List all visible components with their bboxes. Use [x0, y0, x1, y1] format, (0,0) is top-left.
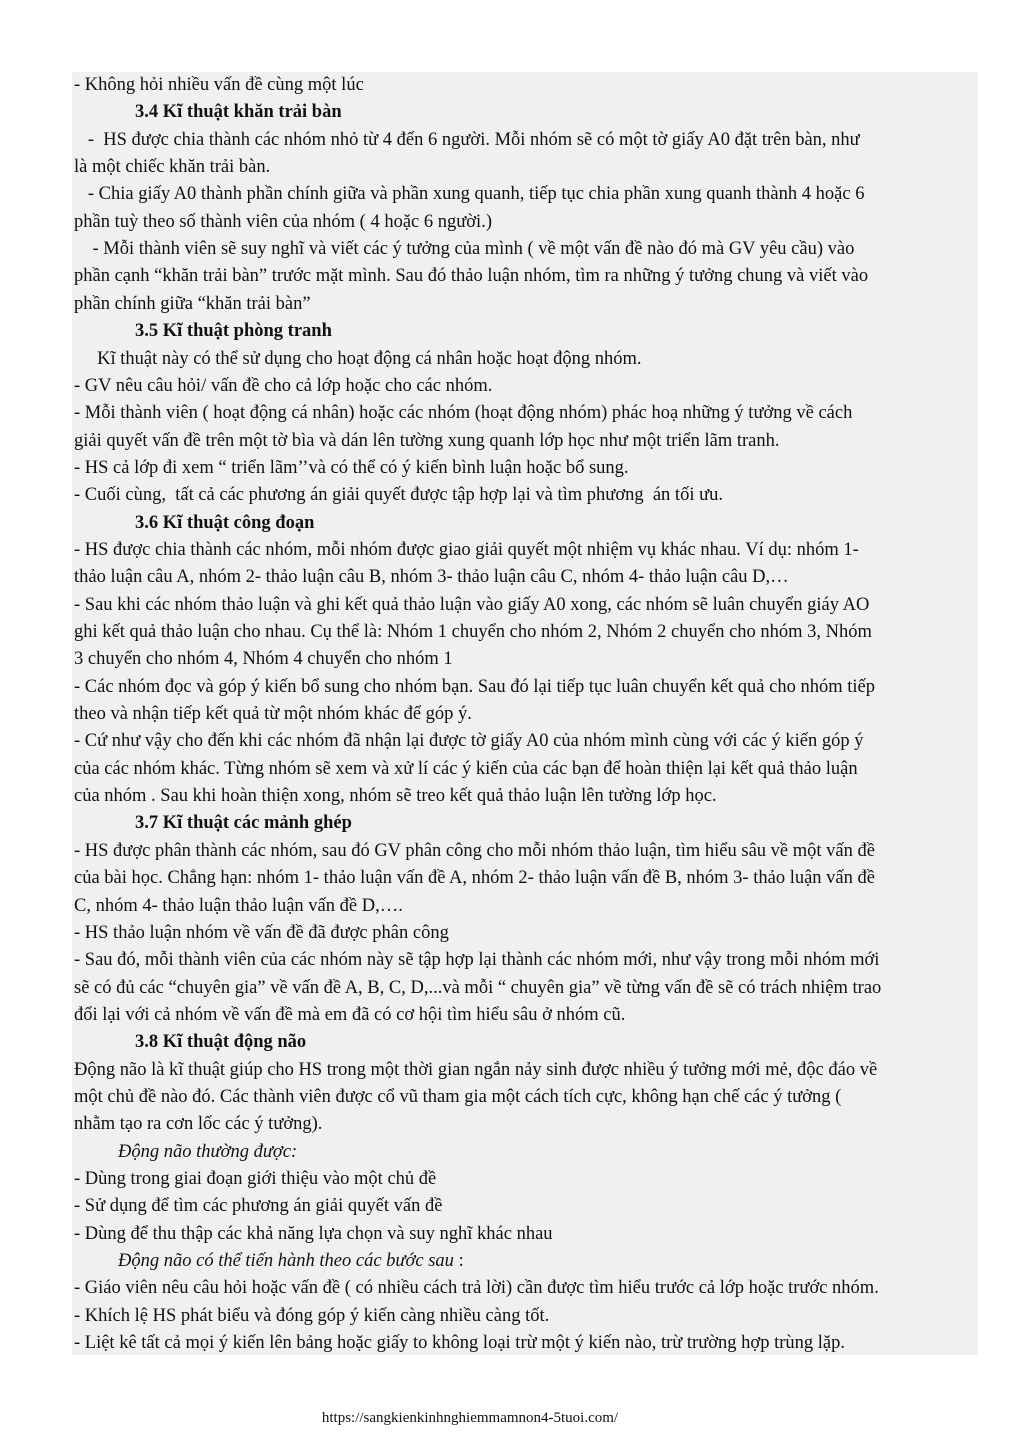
text-line: của nhóm . Sau khi hoàn thiện xong, nhóm sẽ treo kết quả thảo luận lên tường lớp học. [74, 786, 717, 807]
text-line: - Sau đó, mỗi thành viên của các nhóm này sẽ tập hợp lại thành các nhóm mới, như vậy trong mỗi nhóm mới [74, 950, 880, 971]
italic-subheading: Động não có thể tiến hành theo các bước sau : [118, 1251, 464, 1272]
text-line: - HS được chia thành các nhóm, mỗi nhóm được giao giải quyết một nhiệm vụ khác nhau. Ví dụ: nhóm 1- [74, 539, 859, 560]
section-heading: 3.6 Kĩ thuật công đoạn [135, 512, 315, 533]
text-line: là một chiếc khăn trải bàn. [74, 157, 271, 178]
text-line: 3 chuyển cho nhóm 4, Nhóm 4 chuyển cho nhóm 1 [74, 649, 453, 670]
text-line: - Liệt kê tất cả mọi ý kiến lên bảng hoặc giấy to không loại trừ một ý kiến nào, trừ trường hợp trùng lặp. [74, 1333, 845, 1354]
text-line: - HS thảo luận nhóm về vấn đề đã được phân công [74, 922, 449, 943]
text-line: đổi lại với cả nhóm về vấn đề mà em đã có cơ hội tìm hiểu sâu ở nhóm cũ. [74, 1004, 626, 1025]
text-line: phần cạnh “khăn trải bàn” trước mặt mình. Sau đó thảo luận nhóm, tìm ra những ý tưởng chung và viết vào [74, 266, 869, 287]
section-heading: 3.5 Kĩ thuật phòng tranh [135, 321, 332, 342]
text-line: - Sau khi các nhóm thảo luận và ghi kết quả thảo luận vào giấy A0 xong, các nhóm sẽ luân chuyển giáy AO [74, 594, 870, 615]
text-line: - Khích lệ HS phát biểu và đóng góp ý kiến càng nhiều càng tốt. [74, 1305, 550, 1326]
text-line: nhằm tạo ra cơn lốc các ý tưởng). [74, 1114, 323, 1135]
text-line: - Các nhóm đọc và góp ý kiến bổ sung cho nhóm bạn. Sau đó lại tiếp tục luân chuyển kết quả cho nhóm tiếp [74, 676, 875, 697]
section-heading: 3.7 Kĩ thuật các mảnh ghép [135, 813, 352, 834]
text-line: thảo luận câu A, nhóm 2- thảo luận câu B, nhóm 3- thảo luận câu C, nhóm 4- thảo luận câu D,… [74, 567, 789, 588]
text-line: sẽ có đủ các “chuyên gia” về vấn đề A, B, C, D,...và mỗi “ chuyên gia” về từng vấn đề sẽ có trách nhiệm trao [74, 977, 882, 998]
text-line: - Sử dụng để tìm các phương án giải quyết vấn đề [74, 1196, 443, 1217]
text-line: ghi kết quả thảo luận cho nhau. Cụ thể là: Nhóm 1 chuyển cho nhóm 2, Nhóm 2 chuyển cho nhóm 3, Nhóm [74, 622, 872, 642]
text-line: - Giáo viên nêu câu hỏi hoặc vấn đề ( có nhiều cách trả lời) cần được tìm hiểu trước cả lớp hoặc trước nhóm. [74, 1278, 879, 1299]
text-line: - Dùng trong giai đoạn giới thiệu vào một chủ đề [74, 1169, 437, 1189]
text-line: phần tuỳ theo số thành viên của nhóm ( 4 hoặc 6 người.) [74, 211, 492, 232]
text-line: giải quyết vấn đề trên một tờ bìa và dán lên tường xung quanh lớp học như một triển lãm tranh. [74, 430, 780, 451]
text-line: - Không hỏi nhiều vấn đề cùng một lúc [74, 75, 364, 95]
document-page [72, 72, 978, 1355]
text-line: - Cứ như vậy cho đến khi các nhóm đã nhận lại được tờ giấy A0 của nhóm mình cùng với các ý kiến góp ý [74, 731, 864, 752]
text-line: - GV nêu câu hỏi/ vấn đề cho cả lớp hoặc cho các nhóm. [74, 375, 493, 396]
text-line: Kĩ thuật này có thể sử dụng cho hoạt động cá nhân hoặc hoạt động nhóm. [74, 348, 642, 369]
text-line: của bài học. Chẳng hạn: nhóm 1- thảo luận vấn đề A, nhóm 2- thảo luận vấn đề B, nhóm 3- thảo luận vấn đề [74, 868, 875, 889]
text-line: của các nhóm khác. Từng nhóm sẽ xem và xử lí các ý kiến của các bạn để hoàn thiện lại kết quả thảo luận [74, 758, 858, 779]
text-line: C, nhóm 4- thảo luận thảo luận vấn đề D,…. [74, 895, 403, 916]
text-line: phần chính giữa “khăn trải bàn” [74, 293, 311, 314]
text-line: Động não là kĩ thuật giúp cho HS trong một thời gian ngắn nảy sinh được nhiều ý tưởng mới mẻ, độc đáo về [74, 1059, 878, 1080]
text-line: theo và nhận tiếp kết quả từ một nhóm khác để góp ý. [74, 704, 472, 725]
text-line: - HS cả lớp đi xem “ triển lãm’’và có thể có ý kiến bình luận hoặc bổ sung. [74, 457, 629, 478]
text-line: một chủ đề nào đó. Các thành viên được cổ vũ tham gia một cách tích cực, không hạn chế các ý tưởng ( [74, 1086, 842, 1107]
text-line: - HS được phân thành các nhóm, sau đó GV phân công cho mỗi nhóm thảo luận, tìm hiểu sâu về một vấn đề [74, 840, 875, 861]
section-heading: 3.8 Kĩ thuật động não [135, 1032, 307, 1053]
text-line: - Dùng để thu thập các khả năng lựa chọn và suy nghĩ khác nhau [74, 1223, 553, 1244]
text-line: - Mỗi thành viên sẽ suy nghĩ và viết các ý tưởng của mình ( về một vấn đề nào đó mà GV yêu cầu) vào [74, 239, 855, 260]
text-line: - Mỗi thành viên ( hoạt động cá nhân) hoặc các nhóm (hoạt động nhóm) phác hoạ những ý tưởng về cách [74, 403, 853, 424]
italic-subheading: Động não thường được: [118, 1141, 298, 1162]
text-line: - Chia giấy A0 thành phần chính giữa và phần xung quanh, tiếp tục chia phần xung quanh thành 4 hoặc 6 [74, 184, 865, 205]
text-line: - Cuối cùng, tất cả các phương án giải quyết được tập hợp lại và tìm phương án tối ưu. [74, 485, 723, 506]
section-heading: 3.4 Kĩ thuật khăn trải bàn [135, 102, 342, 123]
text-line: - HS được chia thành các nhóm nhỏ từ 4 đến 6 người. Mỗi nhóm sẽ có một tờ giấy A0 đặt trên bàn, như [74, 129, 860, 150]
footer-url[interactable]: https://sangkienkinhnghiemmamnon4-5tuoi.com/ [321, 1410, 619, 1426]
